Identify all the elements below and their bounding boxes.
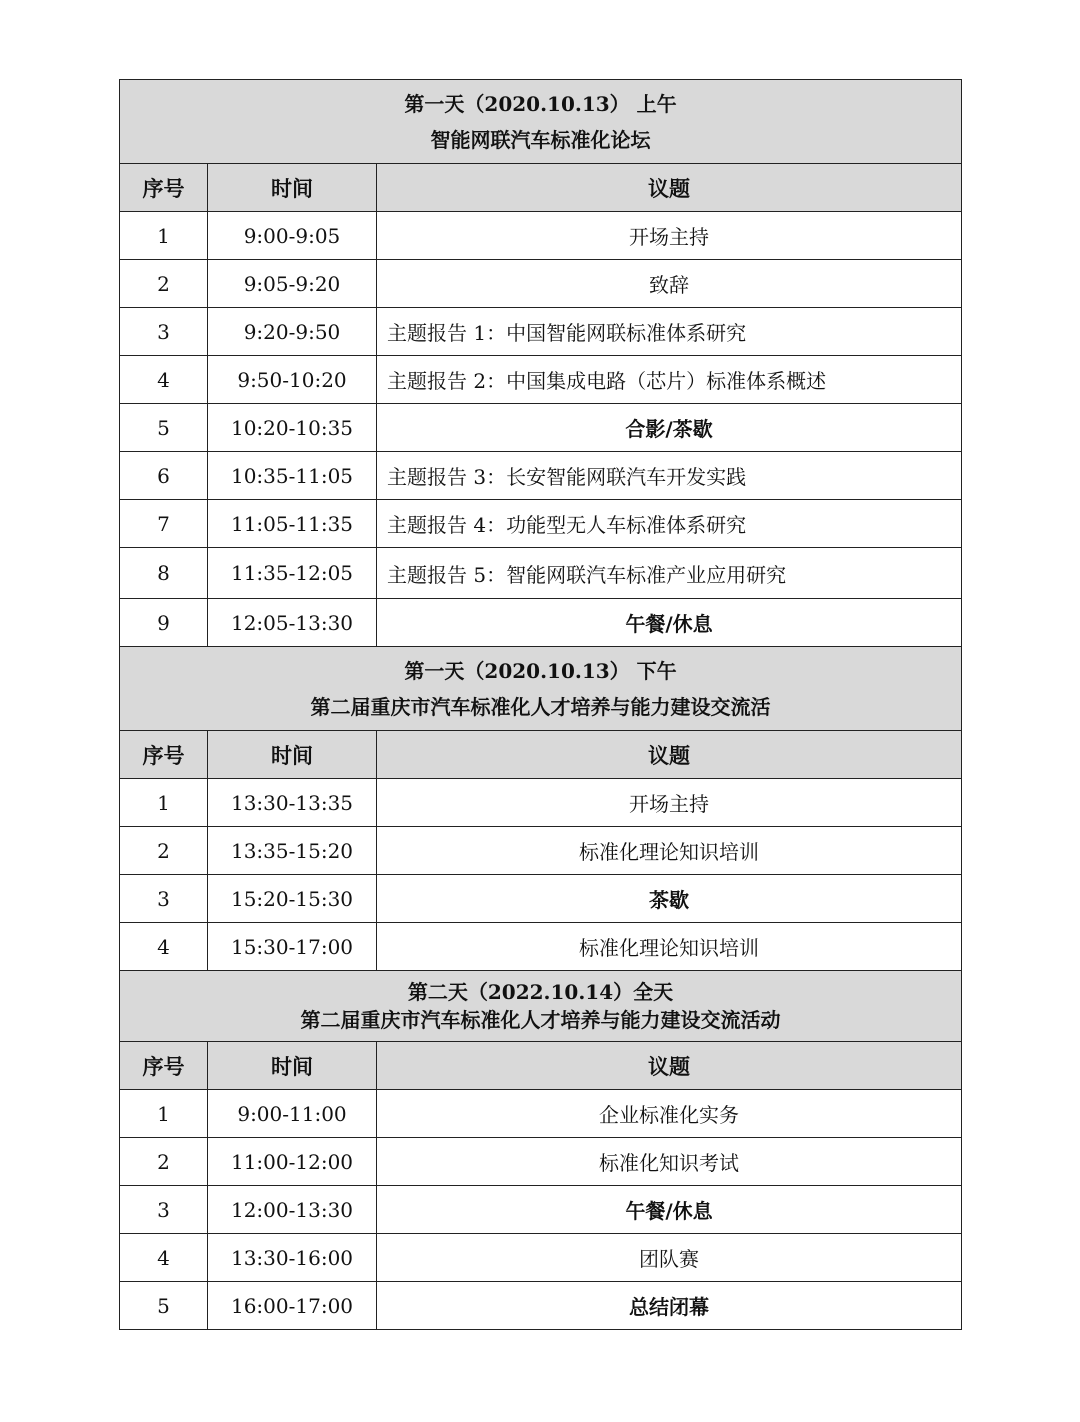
row-no: 3 xyxy=(120,875,208,923)
row-no: 2 xyxy=(120,260,208,308)
row-topic: 主题报告 5：智能网联汽车标准产业应用研究 xyxy=(377,548,962,599)
row-topic: 总结闭幕 xyxy=(377,1282,962,1330)
table-row xyxy=(120,1186,962,1234)
row-topic: 午餐/休息 xyxy=(377,599,962,647)
section-title-line2: 第二届重庆市汽车标准化人才培养与能力建设交流活动 xyxy=(300,1008,781,1032)
row-topic: 合影/茶歇 xyxy=(377,404,962,452)
table-row xyxy=(120,404,962,452)
table-row xyxy=(120,827,962,875)
row-no: 3 xyxy=(120,1186,208,1234)
row-no: 3 xyxy=(120,308,208,356)
section-title-line1: 第一天（2020.10.13） 下午 xyxy=(404,658,677,683)
row-time: 15:20-15:30 xyxy=(208,875,377,923)
row-time: 12:00-13:30 xyxy=(208,1186,377,1234)
header-time: 时间 xyxy=(208,731,377,779)
row-no: 4 xyxy=(120,1234,208,1282)
row-no: 4 xyxy=(120,923,208,971)
row-no: 9 xyxy=(120,599,208,647)
header-topic: 议题 xyxy=(377,1042,962,1090)
row-time: 10:20-10:35 xyxy=(208,404,377,452)
row-no: 2 xyxy=(120,827,208,875)
row-no: 4 xyxy=(120,356,208,404)
row-no: 1 xyxy=(120,1090,208,1138)
row-no: 1 xyxy=(120,779,208,827)
row-time: 11:05-11:35 xyxy=(208,500,377,548)
table-row xyxy=(120,1138,962,1186)
table-row xyxy=(120,779,962,827)
header-no: 序号 xyxy=(120,731,208,779)
row-no: 1 xyxy=(120,212,208,260)
row-topic: 团队赛 xyxy=(377,1234,962,1282)
section-title-line2: 第二届重庆市汽车标准化人才培养与能力建设交流活 xyxy=(310,694,771,719)
table-row xyxy=(120,308,962,356)
row-time: 13:30-13:35 xyxy=(208,779,377,827)
row-topic: 茶歇 xyxy=(377,875,962,923)
row-no: 5 xyxy=(120,1282,208,1330)
header-row xyxy=(120,731,962,779)
table-row xyxy=(120,548,962,599)
row-no: 7 xyxy=(120,500,208,548)
table-row xyxy=(120,356,962,404)
row-topic: 标准化知识考试 xyxy=(377,1138,962,1186)
table-row xyxy=(120,1234,962,1282)
section-title-line1: 第一天（2020.10.13） 上午 xyxy=(404,91,677,116)
row-time: 10:35-11:05 xyxy=(208,452,377,500)
row-no: 5 xyxy=(120,404,208,452)
section-title-line2: 智能网联汽车标准化论坛 xyxy=(430,127,651,152)
header-topic: 议题 xyxy=(377,164,962,212)
section-day1-afternoon xyxy=(120,647,962,971)
section-title xyxy=(120,647,962,731)
header-no: 序号 xyxy=(120,164,208,212)
row-no: 6 xyxy=(120,452,208,500)
table-row xyxy=(120,1282,962,1330)
row-topic: 开场主持 xyxy=(377,212,962,260)
header-row xyxy=(120,1042,962,1090)
section-title-line1: 第二天（2022.10.14）全天 xyxy=(407,980,674,1004)
agenda-table xyxy=(119,79,962,1330)
row-topic: 开场主持 xyxy=(377,779,962,827)
row-time: 11:00-12:00 xyxy=(208,1138,377,1186)
section-title xyxy=(120,80,962,164)
row-time: 12:05-13:30 xyxy=(208,599,377,647)
row-time: 15:30-17:00 xyxy=(208,923,377,971)
row-no: 2 xyxy=(120,1138,208,1186)
table-row xyxy=(120,212,962,260)
header-time: 时间 xyxy=(208,1042,377,1090)
table-row xyxy=(120,1090,962,1138)
row-no: 8 xyxy=(120,548,208,599)
row-topic: 主题报告 2：中国集成电路（芯片）标准体系概述 xyxy=(377,356,962,404)
row-topic: 主题报告 3：长安智能网联汽车开发实践 xyxy=(377,452,962,500)
table-row xyxy=(120,260,962,308)
row-time: 16:00-17:00 xyxy=(208,1282,377,1330)
section-day2-fullday xyxy=(120,971,962,1330)
table-row xyxy=(120,599,962,647)
header-topic: 议题 xyxy=(377,731,962,779)
header-time: 时间 xyxy=(208,164,377,212)
header-row xyxy=(120,164,962,212)
section-title xyxy=(120,971,962,1042)
row-topic: 标准化理论知识培训 xyxy=(377,923,962,971)
section-day1-morning xyxy=(120,80,962,647)
row-time: 13:35-15:20 xyxy=(208,827,377,875)
row-time: 11:35-12:05 xyxy=(208,548,377,599)
table-row xyxy=(120,500,962,548)
row-topic: 主题报告 4：功能型无人车标准体系研究 xyxy=(377,500,962,548)
table-row xyxy=(120,923,962,971)
row-topic: 企业标准化实务 xyxy=(377,1090,962,1138)
row-time: 9:05-9:20 xyxy=(208,260,377,308)
row-time: 9:00-11:00 xyxy=(208,1090,377,1138)
row-time: 9:00-9:05 xyxy=(208,212,377,260)
header-no: 序号 xyxy=(120,1042,208,1090)
table-row xyxy=(120,452,962,500)
row-topic: 午餐/休息 xyxy=(377,1186,962,1234)
row-time: 9:20-9:50 xyxy=(208,308,377,356)
row-time: 13:30-16:00 xyxy=(208,1234,377,1282)
table-row xyxy=(120,875,962,923)
row-topic: 主题报告 1：中国智能网联标准体系研究 xyxy=(377,308,962,356)
row-time: 9:50-10:20 xyxy=(208,356,377,404)
row-topic: 致辞 xyxy=(377,260,962,308)
row-topic: 标准化理论知识培训 xyxy=(377,827,962,875)
